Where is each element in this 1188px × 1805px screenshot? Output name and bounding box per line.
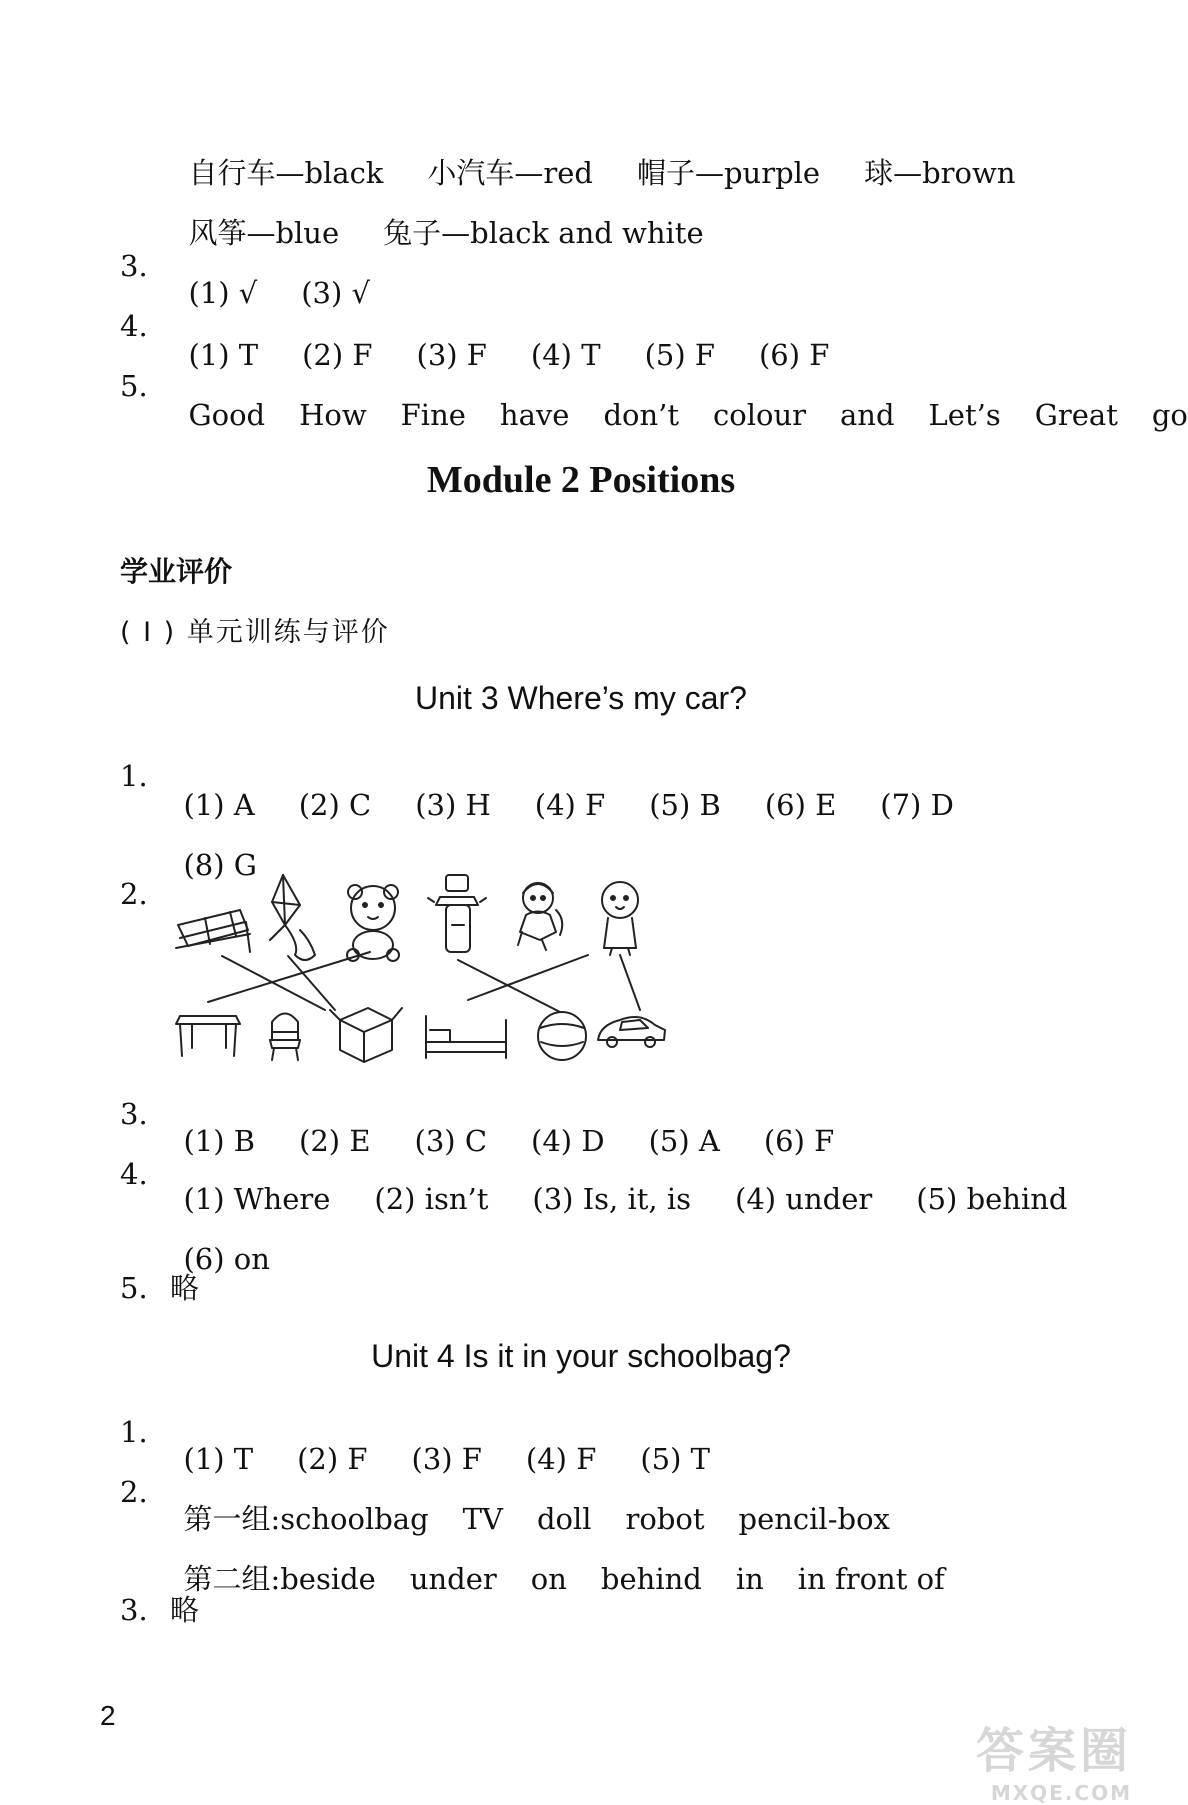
doll-icon: [518, 883, 562, 950]
match-line: [458, 960, 560, 1012]
match-line: [222, 956, 325, 1010]
ball-icon: [538, 1012, 586, 1060]
answer-row: 第二组:beside under on behind in in front of: [183, 1562, 945, 1596]
question-number: 2.: [120, 1475, 148, 1509]
colors-line-1: 自行车—black 小汽车—red 帽子—purple 球—brown: [188, 156, 1016, 190]
question-number: 3.: [120, 1593, 148, 1627]
chair-icon: [270, 1014, 300, 1061]
bicycle-icon: [176, 910, 250, 952]
answer-row: (6) on: [183, 1242, 270, 1276]
answer-row: (1) √ (3) √: [188, 276, 370, 310]
unit4-title: Unit 4 Is it in your schoolbag?: [371, 1338, 791, 1374]
match-line: [208, 952, 370, 1002]
question-number: 5.: [120, 369, 148, 403]
subsection-title: ( I ) 单元训练与评价: [120, 617, 390, 648]
bed-icon: [426, 1016, 506, 1058]
question-number: 1.: [120, 1415, 148, 1449]
page-number: 2: [100, 1700, 116, 1731]
robot-icon: [428, 875, 486, 952]
match-line: [288, 956, 335, 1010]
answer-row: Good How Fine have don’t colour and Let’s Great go: [188, 398, 1188, 432]
teddy-bear-icon: [347, 885, 399, 961]
module-title: Module 2 Positions: [426, 459, 736, 501]
answer-row: (1) A (2) C (3) H (4) F (5) B (6) E (7) D: [183, 788, 954, 822]
match-line: [620, 955, 640, 1010]
answer-row: (1) T (2) F (3) F (4) F (5) T: [183, 1442, 710, 1476]
box-icon: [330, 1008, 402, 1062]
question-number: 1.: [120, 759, 148, 793]
table-icon: [176, 1016, 240, 1056]
answer-text: 略: [170, 1593, 200, 1627]
answer-row: (1) B (2) E (3) C (4) D (5) A (6) F: [183, 1124, 835, 1158]
answer-row: (1) Where (2) isn’t (3) Is, it, is (4) under (5) behind: [183, 1182, 1068, 1216]
baby-icon: [602, 882, 638, 955]
answer-row: (1) T (2) F (3) F (4) T (5) F (6) F: [188, 338, 830, 372]
unit3-title: Unit 3 Where’s my car?: [415, 680, 747, 716]
answer-row: (8) G: [183, 848, 257, 882]
match-line: [468, 955, 588, 1000]
question-number: 5.: [120, 1271, 148, 1305]
colors-line-2: 风筝—blue 兔子—black and white: [188, 216, 704, 250]
section-title: 学业评价: [120, 555, 233, 588]
car-icon: [598, 1017, 665, 1047]
question-number: 4.: [120, 309, 148, 343]
watermark-logo: 答案圈 MXQE.COM: [975, 1723, 1132, 1805]
kite-icon: [270, 875, 315, 960]
question-number: 3.: [120, 249, 148, 283]
question-number: 4.: [120, 1157, 148, 1191]
question-number: 2.: [120, 877, 148, 911]
answer-row: 第一组:schoolbag TV doll robot pencil-box: [183, 1502, 890, 1536]
answer-text: 略: [170, 1271, 200, 1305]
question-number: 3.: [120, 1097, 148, 1131]
